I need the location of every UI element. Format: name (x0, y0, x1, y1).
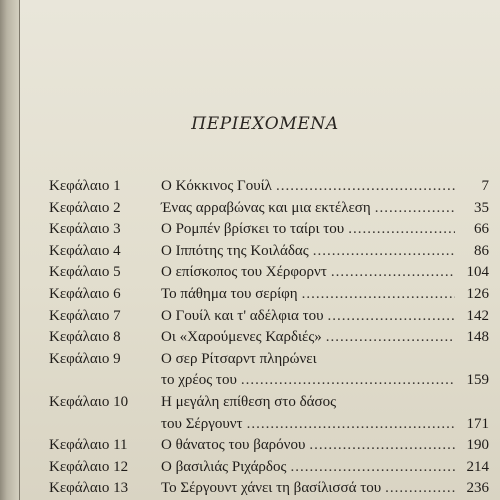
page-number: 148 (466, 329, 489, 346)
dot-leader (331, 262, 455, 284)
toc-entry (49, 457, 489, 479)
chapter-title: Ο σερ Ρίτσαρντ πληρώνει (161, 350, 317, 367)
toc-entry (49, 349, 489, 392)
page-number: 86 (474, 242, 489, 259)
toc-entry (49, 176, 489, 198)
page-number: 104 (466, 264, 489, 281)
page-number: 190 (466, 437, 489, 454)
dot-leader (309, 435, 455, 457)
dot-leader (348, 219, 455, 241)
chapter-title: Ο Κόκκινος Γουίλ (161, 178, 272, 194)
chapter-label: Κεφάλαιο 2 (49, 199, 121, 216)
chapter-label: Κεφάλαιο 11 (49, 437, 128, 454)
chapter-label: Κεφάλαιο 7 (49, 307, 121, 324)
dot-leader (328, 306, 455, 328)
toc-entry (49, 241, 489, 263)
toc-entry (49, 478, 489, 500)
chapter-title: Ο Γουίλ και τ' αδέλφια του (161, 307, 324, 324)
dot-leader (375, 198, 455, 220)
dot-leader (290, 457, 455, 479)
chapter-label: Κεφάλαιο 12 (49, 458, 129, 475)
dot-leader (302, 284, 455, 306)
toc-entry (49, 219, 489, 241)
toc-entry (49, 198, 489, 220)
chapter-title: Ο Ρομπέν βρίσκει το ταίρι του (161, 221, 345, 238)
chapter-title: Το Σέργουντ χάνει τη βασίλισσά του (161, 480, 382, 497)
page-number: 171 (466, 415, 489, 432)
page-number: 35 (474, 199, 489, 216)
page-number: 142 (466, 307, 489, 324)
page-number: 214 (466, 458, 489, 475)
dot-leader (241, 370, 455, 392)
table-of-contents (49, 176, 489, 500)
chapter-label: Κεφάλαιο 10 (49, 393, 129, 410)
dot-leader (326, 327, 455, 349)
chapter-title-continued: του Σέργουντ (161, 415, 243, 432)
dot-leader (247, 414, 455, 436)
chapter-title: Ο θάνατος του βαρόνου (161, 437, 306, 454)
page-gutter (0, 0, 20, 500)
dot-leader (276, 176, 455, 198)
page-number: 126 (466, 285, 489, 302)
chapter-title: Το πάθημα του σερίφη (161, 285, 298, 302)
dot-leader (313, 241, 455, 263)
chapter-label: Κεφάλαιο 9 (49, 350, 121, 367)
toc-entry (49, 435, 489, 457)
chapter-title: Ο επίσκοπος του Χέρφορντ (161, 264, 327, 281)
chapter-label: Κεφάλαιο 3 (49, 221, 121, 238)
toc-entry (49, 262, 489, 284)
toc-entry (49, 327, 489, 349)
page-number: 7 (481, 178, 489, 194)
chapter-label: Κεφάλαιο 13 (49, 480, 129, 497)
gutter-edge (19, 0, 20, 500)
page-number: 159 (466, 372, 489, 389)
chapter-label: Κεφάλαιο 5 (49, 264, 121, 281)
chapter-label: Κεφάλαιο 1 (49, 178, 121, 194)
chapter-label: Κεφάλαιο 6 (49, 285, 121, 302)
chapter-title: Ο Ιππότης της Κοιλάδας (161, 242, 309, 259)
chapter-label: Κεφάλαιο 8 (49, 329, 121, 346)
chapter-title: Η μεγάλη επίθεση στο δάσος (161, 393, 337, 410)
page-title: ΠΕΡΙΕΧΟΜΕΝΑ (191, 114, 339, 134)
chapter-title: Ο βασιλιάς Ριχάρδος (161, 458, 287, 475)
toc-entry (49, 284, 489, 306)
chapter-title: Οι «Χαρούμενες Καρδιές» (161, 329, 322, 346)
page-number: 236 (466, 480, 489, 497)
chapter-title-continued: το χρέος του (161, 372, 237, 389)
chapter-title: Ένας αρραβώνας και μια εκτέλεση (161, 199, 371, 216)
toc-entry (49, 392, 489, 435)
toc-entry (49, 306, 489, 328)
chapter-label: Κεφάλαιο 4 (49, 242, 121, 259)
dot-leader (385, 478, 455, 500)
page-number: 66 (474, 221, 489, 238)
